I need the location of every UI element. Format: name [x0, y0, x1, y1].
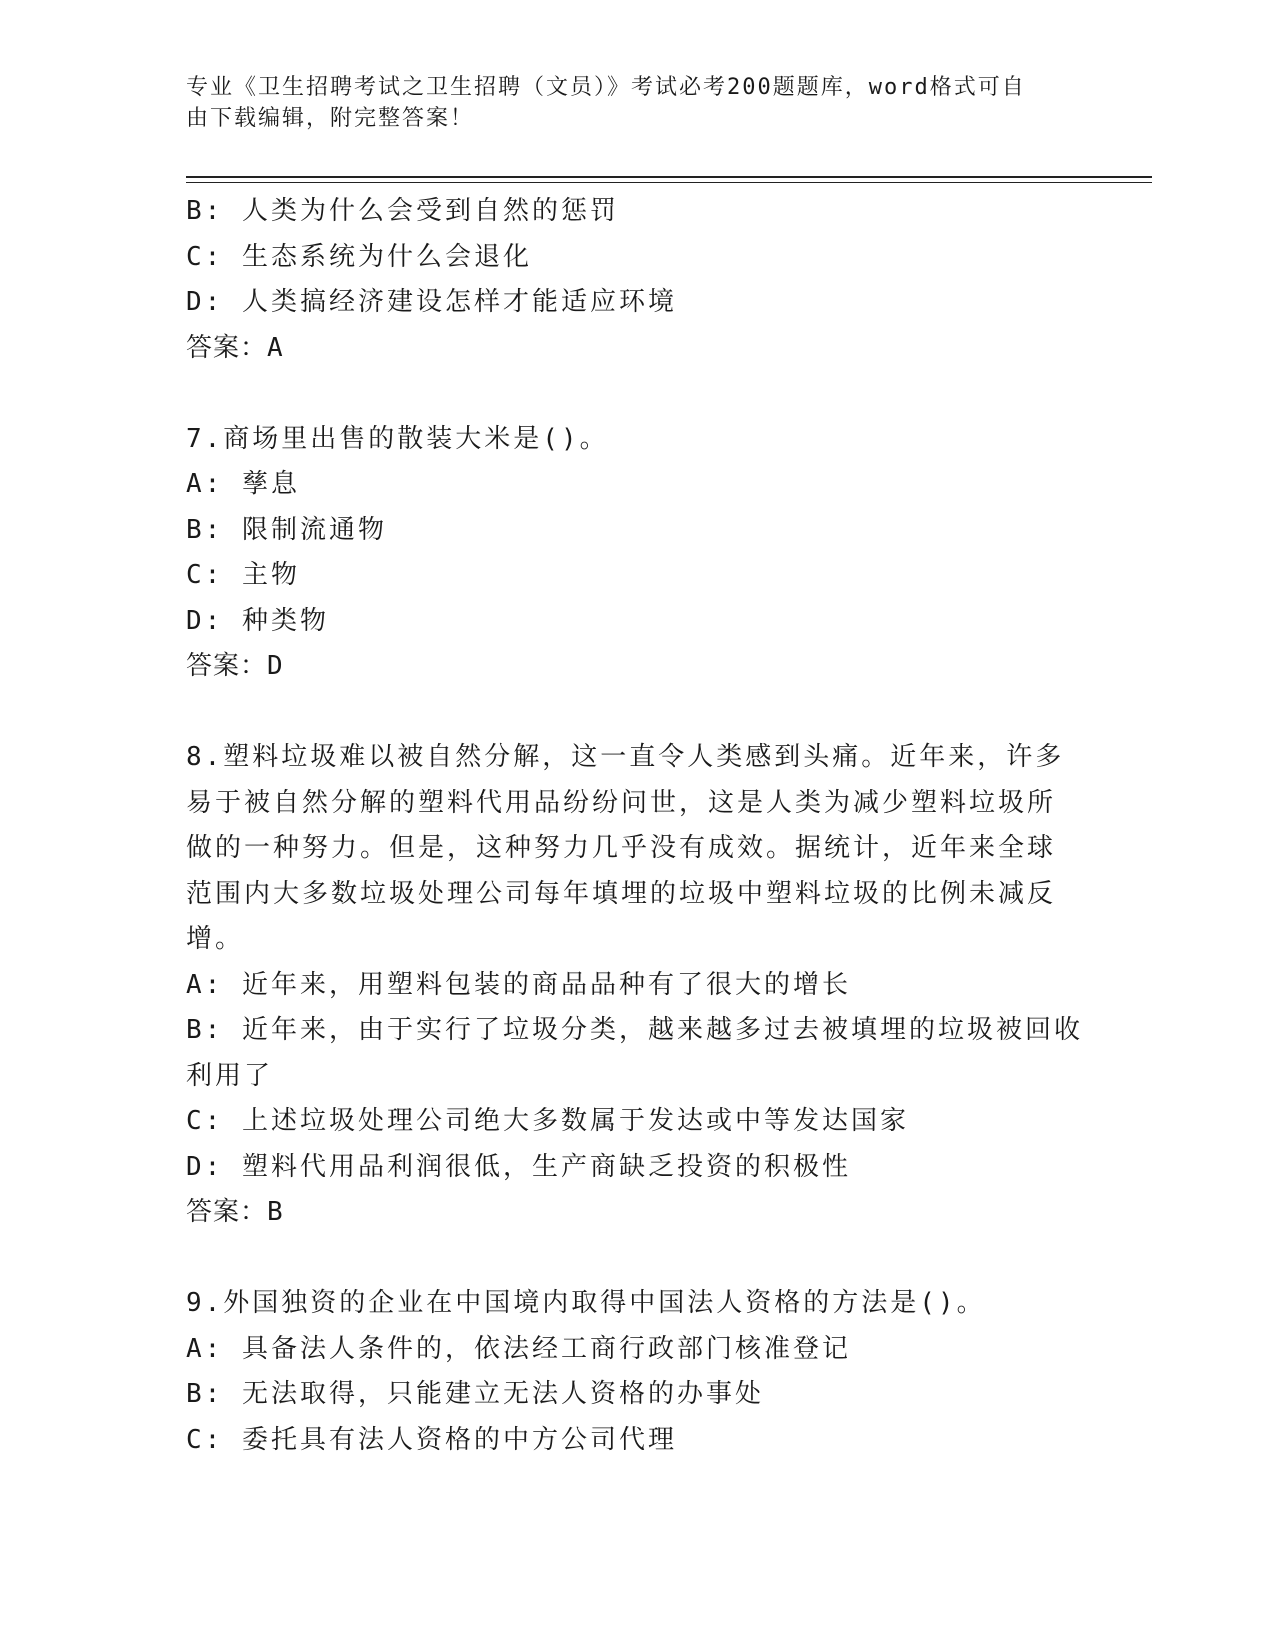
q8-stem-line-5: 增。 — [186, 924, 245, 954]
q7-option-b: B: 限制流通物 — [186, 514, 387, 545]
q9-option-b: B: 无法取得，只能建立无法人资格的办事处 — [186, 1379, 764, 1409]
spacer — [186, 1236, 1086, 1282]
question-content — [186, 189, 1086, 1463]
header-line-1: 专业《卫生招聘考试之卫生招聘（文员）》考试必考200题题库，word格式可自 — [186, 75, 1026, 100]
q6-answer: 答案：A — [186, 332, 284, 363]
q7-stem: 7.商场里出售的散装大米是()。 — [186, 423, 609, 454]
q7-answer: 答案：D — [186, 651, 284, 681]
q9-stem: 9.外国独资的企业在中国境内取得中国法人资格的方法是()。 — [186, 1288, 986, 1318]
spacer — [186, 690, 1086, 736]
q9-option-a: A: 具备法人条件的，依法经工商行政部门核准登记 — [186, 1333, 851, 1364]
q8-option-d: D: 塑料代用品利润很低，生产商缺乏投资的积极性 — [186, 1151, 851, 1182]
q8-answer: 答案：B — [186, 1197, 284, 1227]
q8-stem-line-1: 8.塑料垃圾难以被自然分解，这一直令人类感到头痛。近年来，许多 — [186, 742, 1065, 772]
spacer — [186, 371, 1086, 417]
q8-stem-line-4: 范围内大多数垃圾处理公司每年填埋的垃圾中塑料垃圾的比例未减反 — [186, 878, 1057, 909]
q6-option-c: C: 生态系统为什么会退化 — [186, 241, 532, 272]
q6-option-b: B: 人类为什么会受到自然的惩罚 — [186, 196, 619, 226]
document-header — [186, 72, 1086, 134]
q8-stem-line-3: 做的一种努力。但是，这种努力几乎没有成效。据统计，近年来全球 — [186, 833, 1057, 863]
header-rule-thin — [186, 182, 1152, 183]
q8-stem-line-2: 易于被自然分解的塑料代用品纷纷问世，这是人类为减少塑料垃圾所 — [186, 787, 1057, 818]
q8-option-b-line-1: B: 近年来，由于实行了垃圾分类，越来越多过去被填埋的垃圾被回收 — [186, 1015, 1083, 1045]
q9-option-c: C: 委托具有法人资格的中方公司代理 — [186, 1424, 677, 1455]
header-rule-thick — [186, 176, 1152, 178]
q6-option-d: D: 人类搞经济建设怎样才能适应环境 — [186, 287, 677, 317]
q7-option-c: C: 主物 — [186, 560, 300, 590]
q8-option-a: A: 近年来，用塑料包装的商品品种有了很大的增长 — [186, 969, 851, 1000]
q8-option-c: C: 上述垃圾处理公司绝大多数属于发达或中等发达国家 — [186, 1106, 909, 1136]
q7-option-a: A: 孳息 — [186, 469, 300, 499]
q7-option-d: D: 种类物 — [186, 605, 329, 636]
q8-option-b-line-2: 利用了 — [186, 1060, 274, 1091]
header-line-2: 由下载编辑，附完整答案！ — [186, 106, 475, 131]
